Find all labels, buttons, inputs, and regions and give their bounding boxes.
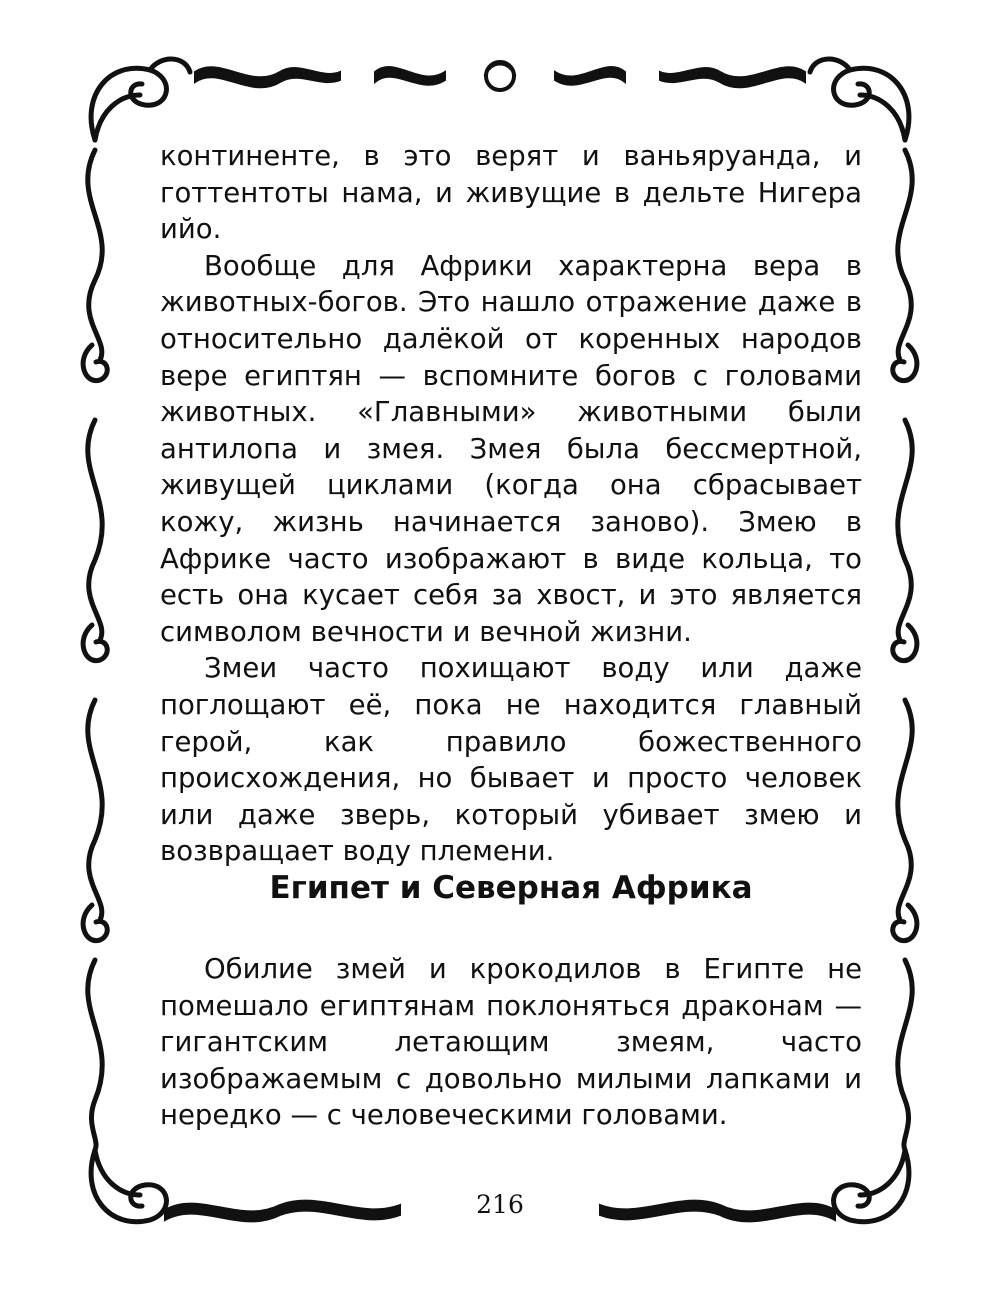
right-border-scrolls (893, 150, 917, 1150)
corner-scroll-top-right-icon (810, 59, 909, 140)
section-body-text (160, 951, 862, 1134)
body-text (160, 138, 862, 870)
paragraph-continued: континенте, в это верят и ваньяруанда, и готтентоты нама, и живущие в дельте Нигера ийо. (160, 140, 862, 246)
page-number: 216 (476, 1190, 524, 1219)
corner-scroll-top-left-icon (91, 59, 190, 140)
corner-scroll-bottom-right-icon (834, 1150, 909, 1222)
left-border-scrolls (83, 150, 107, 1150)
paragraph-snakes-water: Змеи часто похищают воду или даже поглощают её, пока не находится главный герой, как правило божественного происхождения, но бывает и просто человек или даже зверь, который убивает змею и возвращает воду племени. (160, 652, 862, 868)
paragraph-egypt-dragons: Обилие змей и крокодилов в Египте не помешало египтянам поклоняться драконам — гигантским летающим змеям, часто изображаемым с довольно милыми лапками и нередко — с человеческими головами. (160, 953, 862, 1132)
section-heading: Египет и Северная Африка (269, 870, 753, 906)
paragraph-animal-gods: Вообще для Африки характерна вера в животных-богов. Это нашло отражение даже в относительно далёкой от коренных народов вере египтян — вспомните богов с головами животных. «Главными» животными были антилопа и змея. Змея была бессмертной, живущей циклами (когда она сбрасывает кожу, жизнь начинается заново). Змею в Африке часто изображают в виде кольца, то есть она кусает себя за хвост, и это является символом вечности и вечной жизни. (160, 249, 862, 648)
top-border-flourishes (195, 62, 805, 90)
corner-scroll-bottom-left-icon (91, 1150, 166, 1222)
